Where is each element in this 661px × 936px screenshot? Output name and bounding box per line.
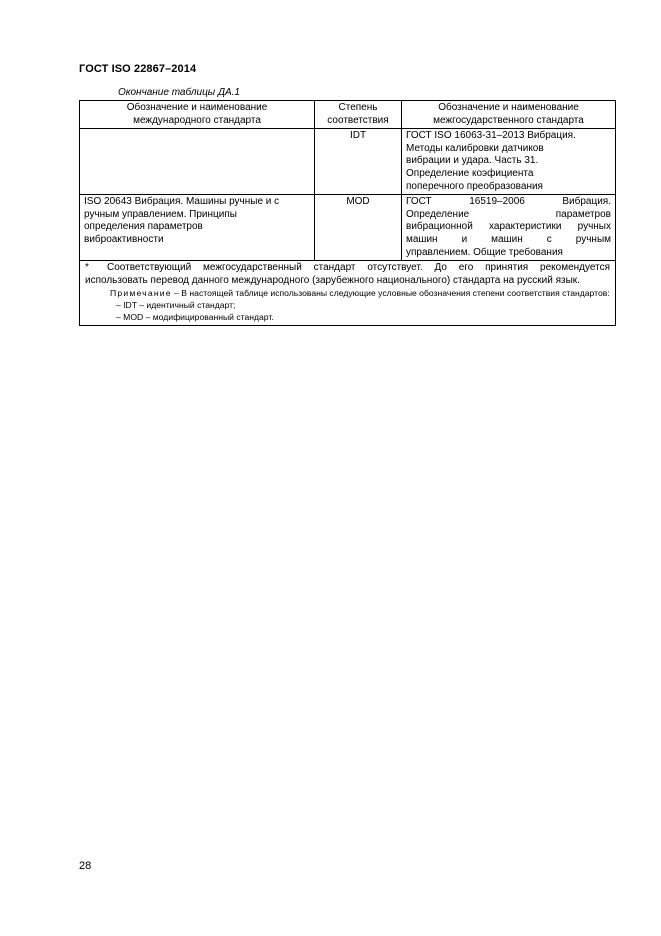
header-interstate-standard xyxy=(402,101,616,129)
cell-line: вибрационной характеристики ручных xyxy=(406,221,611,233)
note-text: – В настоящей таблице использованы следующие условные обозначения степени соответствия стандартов: xyxy=(171,288,610,299)
cell-interstate-standard xyxy=(402,129,616,195)
cell-degree: IDT xyxy=(315,129,402,195)
cell-line: виброактивности xyxy=(84,233,164,245)
cell-line: ГОСТ 16519–2006 Вибрация. xyxy=(406,196,611,208)
note xyxy=(85,288,610,300)
document-id: ГОСТ ISO 22867–2014 xyxy=(79,63,197,75)
cell-line: ГОСТ ISO 16063-31–2013 Вибрация. xyxy=(406,130,576,142)
note-label: Примечание xyxy=(110,288,172,299)
footnote xyxy=(85,262,610,287)
cell-line: определения параметров xyxy=(84,221,203,233)
cell-intl-standard xyxy=(80,129,315,195)
page-number: 28 xyxy=(79,860,92,872)
cell-line: Определение коэфициента xyxy=(406,167,534,179)
cell-interstate-standard xyxy=(402,195,616,261)
footnote-star: * xyxy=(85,262,89,274)
header-line: Обозначение и наименование xyxy=(126,102,268,113)
cell-line: вибрации и удара. Часть 31. xyxy=(406,155,539,167)
header-line: Обозначение и наименование xyxy=(438,102,579,113)
cell-line: Методы калибровки датчиков xyxy=(406,142,544,154)
footnote-text: Соответствующий межгосударственный стандарт отсутствует. До его принятия рекомендуется использовать перевод данного международного (зарубежного национального) стандарта на русский язык. xyxy=(85,262,610,286)
note-item: – IDT – идентичный стандарт; xyxy=(116,299,236,310)
header-intl-standard xyxy=(80,101,315,129)
note-item: – MOD – модифицированный стандарт. xyxy=(116,311,274,322)
header-degree xyxy=(315,101,402,129)
cell-line: Определение параметров xyxy=(406,208,611,220)
table-caption: Окончание таблицы ДА.1 xyxy=(118,87,240,98)
table-header-row xyxy=(80,101,616,129)
footnote-cell xyxy=(80,261,616,326)
cell-line: ISO 20643 Вибрация. Машины ручные и с xyxy=(84,196,280,208)
cell-degree: MOD xyxy=(315,195,402,261)
header-line: межгосударственного стандарта xyxy=(433,114,584,126)
cell-line: машин и машин с ручным xyxy=(406,233,611,245)
cell-line: ручным управлением. Принципы xyxy=(84,208,237,220)
standards-table xyxy=(79,100,616,326)
table-row xyxy=(80,129,616,195)
header-line: Степень xyxy=(338,102,378,113)
cell-line: поперечного преобразования xyxy=(406,180,543,192)
table-row xyxy=(80,195,616,261)
table-footnote-row xyxy=(80,261,616,326)
header-line: международного стандарта xyxy=(133,114,261,126)
cell-intl-standard xyxy=(80,195,315,261)
header-line: соответствия xyxy=(327,114,389,126)
cell-line: управлением. Общие требования xyxy=(406,246,563,258)
